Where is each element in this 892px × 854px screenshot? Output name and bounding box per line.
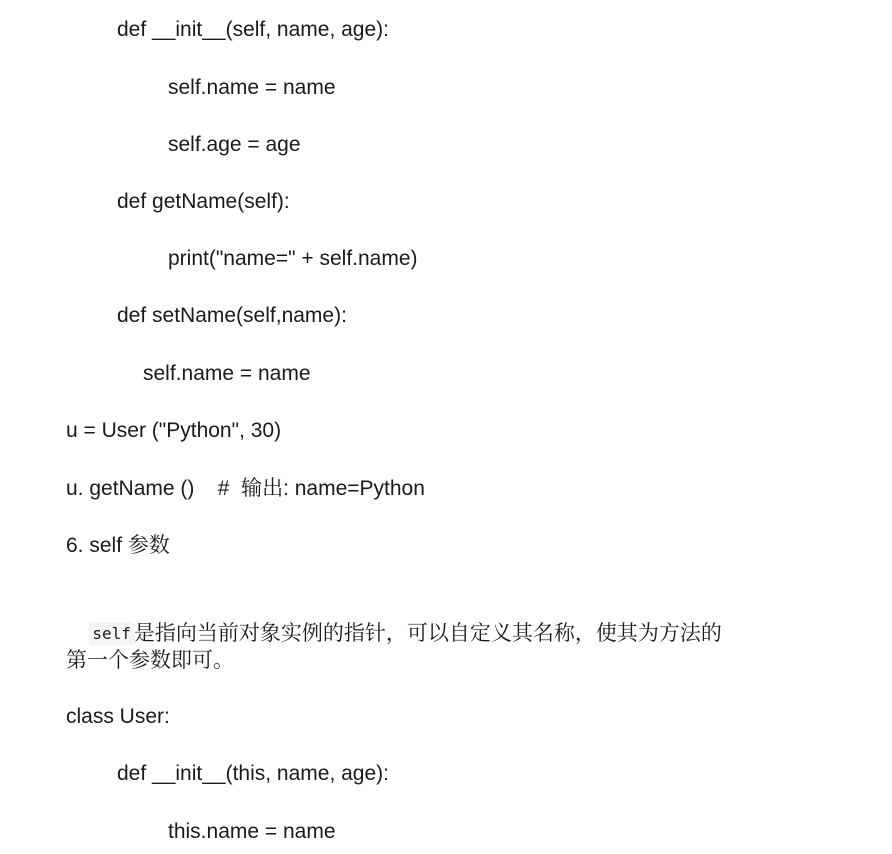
section-heading-self-param: 6. self 参数 <box>66 534 170 557</box>
code-line-class-user: class User: <box>66 705 170 728</box>
paragraph-text-line2: 第一个参数即可。 <box>66 648 234 672</box>
code-line-def-getname: def getName(self): <box>117 190 290 213</box>
inline-code-self: self <box>89 622 134 645</box>
code-line-self-name-assign: self.name = name <box>143 362 311 385</box>
code-line-self-age: self.age = age <box>168 133 301 156</box>
code-line-user-instance: u = User ("Python", 30) <box>66 419 282 442</box>
code-line-print: print("name=" + self.name) <box>168 247 418 270</box>
code-line-self-name: self.name = name <box>168 76 336 99</box>
code-line-def-setname: def setName(self,name): <box>117 304 347 327</box>
code-line-def-init: def __init__(self, name, age): <box>117 18 389 41</box>
code-line-def-init-this: def __init__(this, name, age): <box>117 762 389 785</box>
paragraph-text-line1: 是指向当前对象实例的指针，可以自定义其名称，使其为方法的 <box>133 621 722 645</box>
code-line-this-name: this.name = name <box>168 820 336 843</box>
code-line-getname-call: u. getName () # 输出: name=Python <box>66 477 425 500</box>
